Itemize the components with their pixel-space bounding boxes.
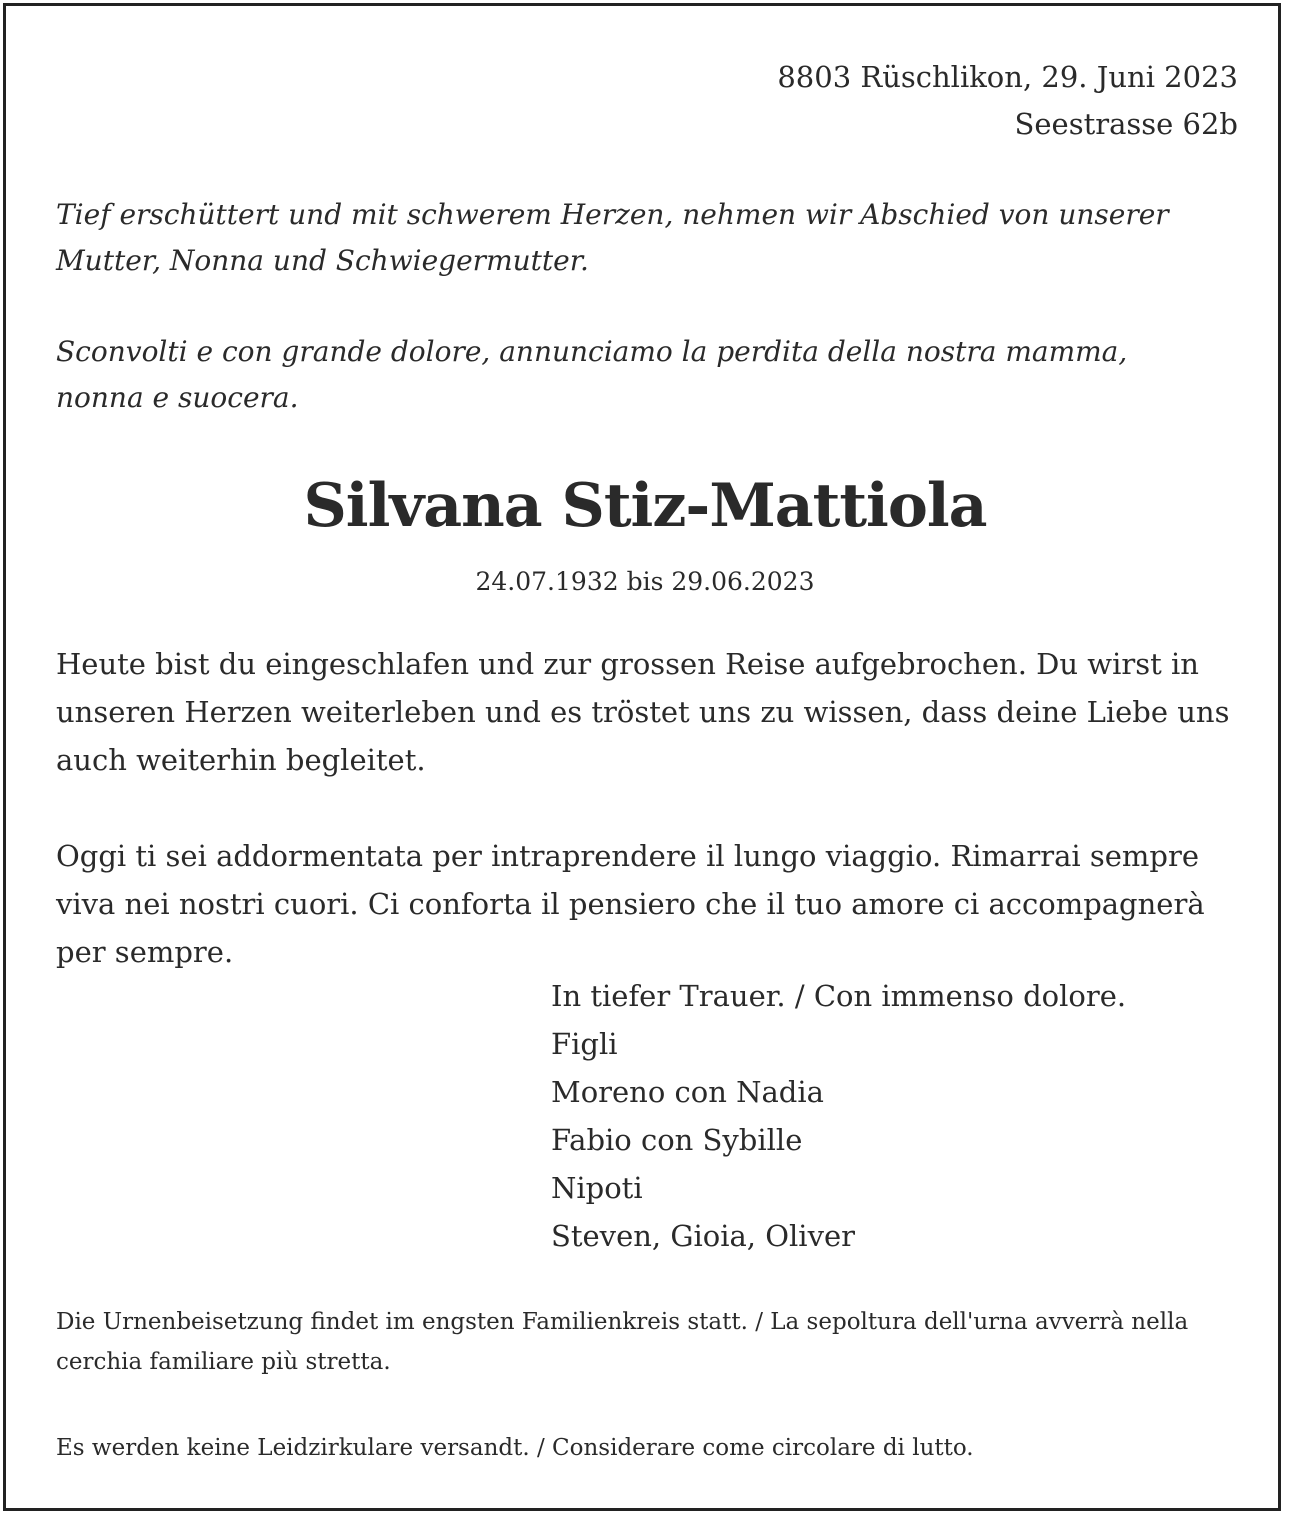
place-date: 8803 Rüschlikon, 29. Juni 2023 bbox=[777, 60, 1238, 94]
intro-italian: Sconvolti e con grande dolore, annunciamo la perdita della nostra mamma, nonna e suocera. bbox=[56, 335, 1128, 414]
signature-line-children-heading: Figli bbox=[551, 1027, 618, 1061]
signature-line-child-1: Moreno con Nadia bbox=[551, 1075, 824, 1109]
street-address: Seestrasse 62b bbox=[1014, 107, 1238, 141]
intro-german: Tief erschüttert und mit schwerem Herzen, nehmen wir Abschied von unserer Mutter, Nonna und Schwiegermutter. bbox=[56, 198, 1169, 277]
message-german: Heute bist du eingeschlafen und zur grossen Reise aufgebrochen. Du wirst in unseren Herzen weiterleben und es tröstet uns zu wissen, dass deine Liebe uns auch weiterhin begleitet. bbox=[56, 647, 1230, 777]
signature-line-grandchildren: Steven, Gioia, Oliver bbox=[551, 1219, 855, 1253]
circulars-note: Es werden keine Leidzirkulare versandt. / Considerare come circolare di lutto. bbox=[56, 1435, 974, 1461]
obituary-notice bbox=[3, 3, 1281, 1511]
deceased-name: Silvana Stiz-Mattiola bbox=[303, 471, 987, 541]
burial-note: Die Urnenbeisetzung findet im engsten Familienkreis statt. / La sepoltura dell'urna avverrà nella cerchia familiare più stretta. bbox=[56, 1309, 1189, 1375]
life-dates: 24.07.1932 bis 29.06.2023 bbox=[475, 567, 815, 596]
signature-line-child-2: Fabio con Sybille bbox=[551, 1123, 803, 1157]
signature-line-mourning: In tiefer Trauer. / Con immenso dolore. bbox=[551, 979, 1127, 1013]
header-address bbox=[777, 54, 1238, 148]
signature-line-grandchildren-heading: Nipoti bbox=[551, 1171, 643, 1205]
signature-block bbox=[551, 972, 1126, 1260]
message-italian: Oggi ti sei addormentata per intraprendere il lungo viaggio. Rimarrai sempre viva nei nostri cuori. Ci conforta il pensiero che il tuo amore ci accompagnerà per sempre. bbox=[56, 839, 1205, 969]
